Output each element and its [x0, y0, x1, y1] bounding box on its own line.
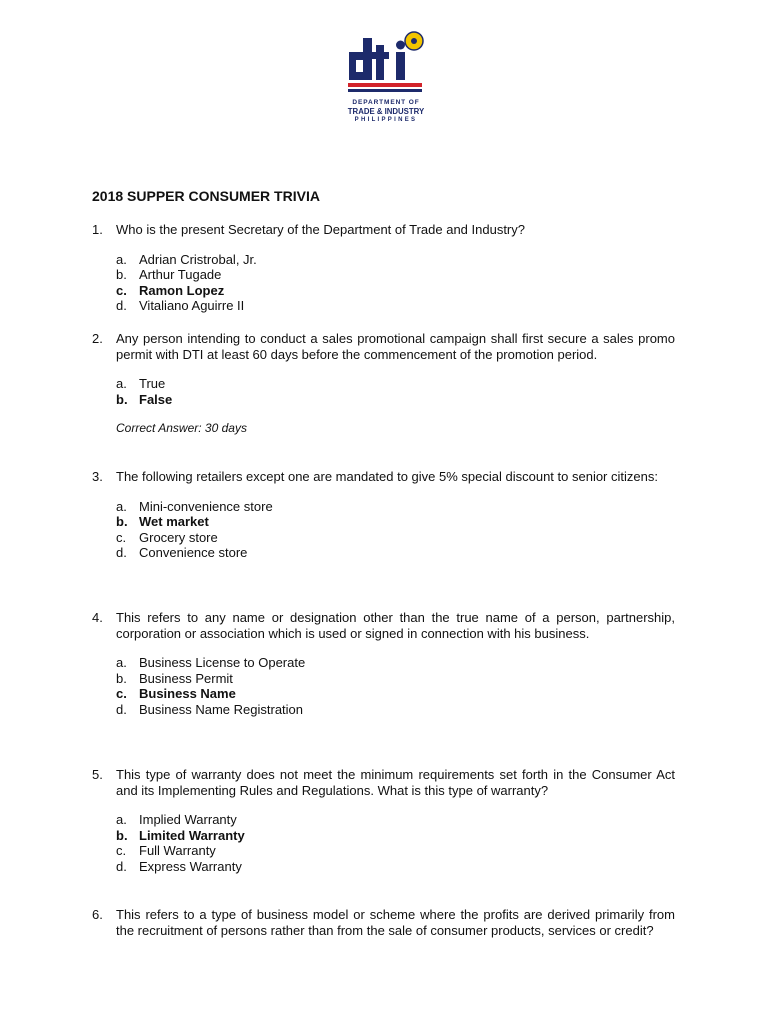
option-b: b. Arthur Tugade [116, 267, 222, 282]
question-number: 2. [92, 331, 103, 346]
logo-department-of: DEPARTMENT OF [352, 99, 420, 106]
option-d: d. Vitaliano Aguirre II [116, 298, 245, 313]
question-text: The following retailers except one are mandated to give 5% special discount to senior citizens: [116, 469, 658, 484]
question-text: Any person intending to conduct a sales promotional campaign shall first secure a sales promo permit with DTI at least 60 days before the commencement of the promotion period. [116, 331, 675, 362]
dti-logo [345, 30, 427, 128]
option-a: a. Business License to Operate [116, 655, 306, 670]
question-5 [92, 767, 675, 874]
option-b: b. Business Permit [116, 670, 233, 686]
option-c-correct-answer: c. Business Name [116, 686, 236, 701]
option-c: c. Full Warranty [116, 843, 216, 858]
option-list [116, 812, 675, 874]
question-number: 6. [92, 907, 103, 922]
correct-answer-note: Correct Answer: 30 days [116, 421, 247, 435]
option-list [116, 376, 675, 407]
option-b-correct-answer: b. Limited Warranty [116, 827, 245, 843]
option-list [116, 655, 675, 717]
question-text: Who is the present Secretary of the Department of Trade and Industry? [116, 222, 525, 237]
option-a: a. True [116, 376, 166, 391]
question-text: This type of warranty does not meet the minimum requirements set forth in the Consumer Act and its Implementing Rules and Regulations. What is this type of warranty? [116, 767, 675, 798]
logo-trade-industry: TRADE & INDUSTRY [347, 107, 425, 116]
question-text: This refers to a type of business model or scheme where the profits are derived primarily from the recruitment of persons rather than from the sale of consumer products, services or credit? [116, 907, 675, 938]
option-c-correct-answer: c. Ramon Lopez [116, 282, 225, 298]
option-d: d. Business Name Registration [116, 701, 304, 717]
logo-philippines: PHILIPPINES [354, 117, 418, 123]
option-a: a. Mini-convenience store [116, 498, 273, 514]
question-number: 4. [92, 610, 103, 625]
option-a: a. Adrian Cristrobal, Jr. [116, 251, 257, 267]
question-number: 3. [92, 469, 103, 484]
option-d: d. Convenience store [116, 545, 248, 560]
question-6 [92, 907, 675, 938]
option-d: d. Express Warranty [116, 858, 242, 874]
option-list [116, 499, 675, 561]
option-a: a. Implied Warranty [116, 812, 237, 827]
option-c: c. Grocery store [116, 529, 218, 545]
document-title: 2018 SUPPER CONSUMER TRIVIA [92, 188, 320, 204]
option-b-correct-answer: b. False [116, 391, 173, 407]
option-list [116, 252, 675, 314]
question-text: This refers to any name or designation other than the true name of a person, partnership, corporation or association which is used or signed in connection with his business. [116, 610, 675, 641]
question-2 [92, 331, 675, 437]
question-3 [92, 469, 675, 561]
question-number: 1. [92, 222, 103, 237]
option-b-correct-answer: b. Wet market [116, 514, 209, 529]
dti-logo-mark [345, 30, 427, 98]
question-1 [92, 222, 675, 314]
question-number: 5. [92, 767, 103, 782]
question-4 [92, 610, 675, 717]
